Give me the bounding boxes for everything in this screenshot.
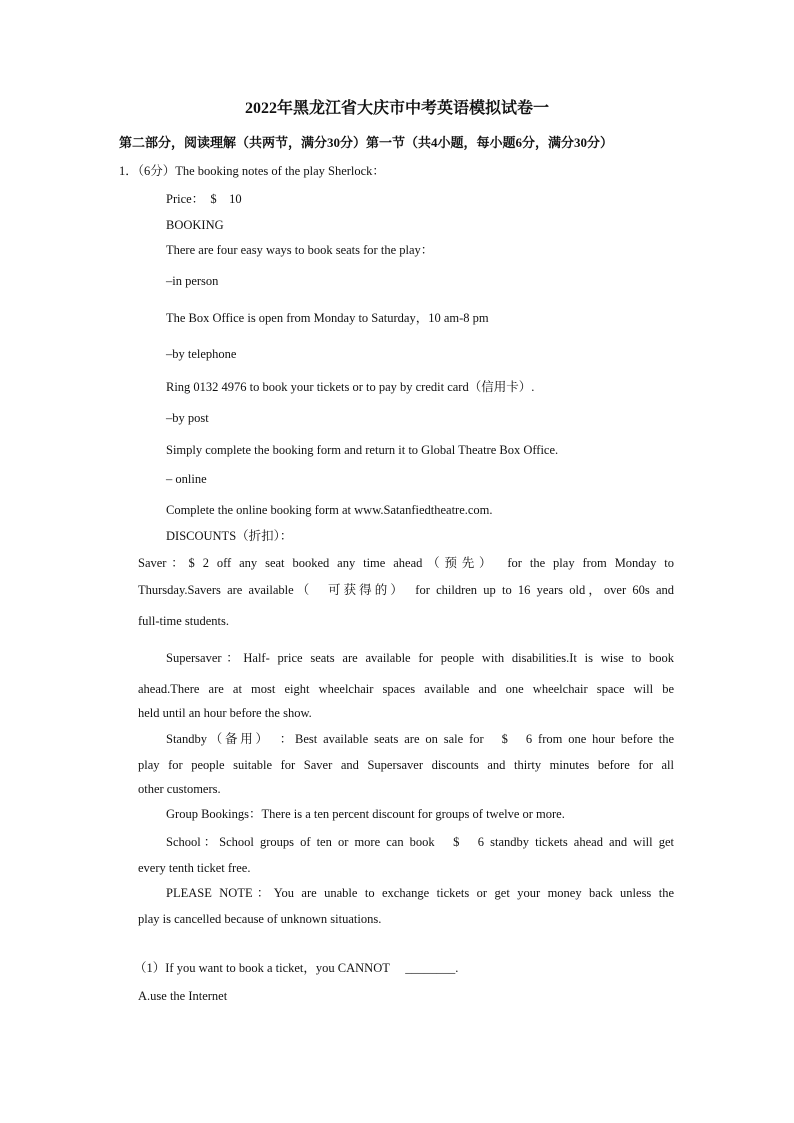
in-person-label: –in person <box>166 274 219 288</box>
supersaver-line-2: ahead.There are at most eight wheelchair spaces available and one wheelchair space will be <box>138 682 674 696</box>
note-line-1: PLEASE NOTE：You are unable to exchange tickets or get your money back unless the <box>166 886 674 900</box>
box-office-text: The Box Office is open from Monday to Saturday，10 am-8 pm <box>166 311 489 325</box>
online-label: – online <box>166 472 207 486</box>
saver-line-3: full-time students. <box>138 614 229 628</box>
standby-line-2: play for people suitable for Saver and Supersaver discounts and thirty minutes before for all <box>138 758 674 772</box>
sub-question-1: （1）If you want to book a ticket，you CANNOT ________. <box>134 961 459 975</box>
school-line-2: every tenth ticket free. <box>138 861 251 875</box>
section-heading: 第二部分，阅读理解（共两节，满分30分）第一节（共4小题，每小题6分，满分30分） <box>119 135 614 150</box>
by-post-label: –by post <box>166 411 209 425</box>
booking-heading: BOOKING <box>166 218 224 232</box>
exam-title: 2022年黑龙江省大庆市中考英语模拟试卷一 <box>244 100 549 117</box>
online-text: Complete the online booking form at www.Satanfiedtheatre.com. <box>166 503 493 517</box>
note-line-2: play is cancelled because of unknown situations. <box>138 912 382 926</box>
ways-intro: There are four easy ways to book seats for the play： <box>166 243 434 257</box>
discounts-heading: DISCOUNTS（折扣）： <box>166 529 293 543</box>
question-intro: 1．（6分）The booking notes of the play Sherlock： <box>119 164 385 178</box>
price-line: Price： $ 10 <box>166 192 242 206</box>
standby-line-1: Standby（备用） ：Best available seats are on sale for $ 6 from one hour before the <box>166 732 674 746</box>
saver-line-1: Saver：$ 2 off any seat booked any time ahead（预先） for the play from Monday to <box>138 556 674 570</box>
option-a: A.use the Internet <box>138 989 228 1003</box>
supersaver-line-1: Supersaver：Half- price seats are available for people with disabilities.It is wise to book <box>166 651 674 665</box>
school-line-1: School：School groups of ten or more can book $ 6 standby tickets ahead and will get <box>166 835 674 849</box>
standby-line-3: other customers. <box>138 782 221 796</box>
saver-line-2: Thursday.Savers are available（ 可获得的） for children up to 16 years old，over 60s and <box>138 583 674 597</box>
post-text: Simply complete the booking form and return it to Global Theatre Box Office. <box>166 443 559 457</box>
telephone-text: Ring 0132 4976 to book your tickets or to pay by credit card（信用卡）. <box>166 380 535 394</box>
supersaver-line-3: held until an hour before the show. <box>138 706 312 720</box>
by-telephone-label: –by telephone <box>166 347 237 361</box>
group-bookings-text: Group Bookings：There is a ten percent discount for groups of twelve or more. <box>166 807 565 821</box>
